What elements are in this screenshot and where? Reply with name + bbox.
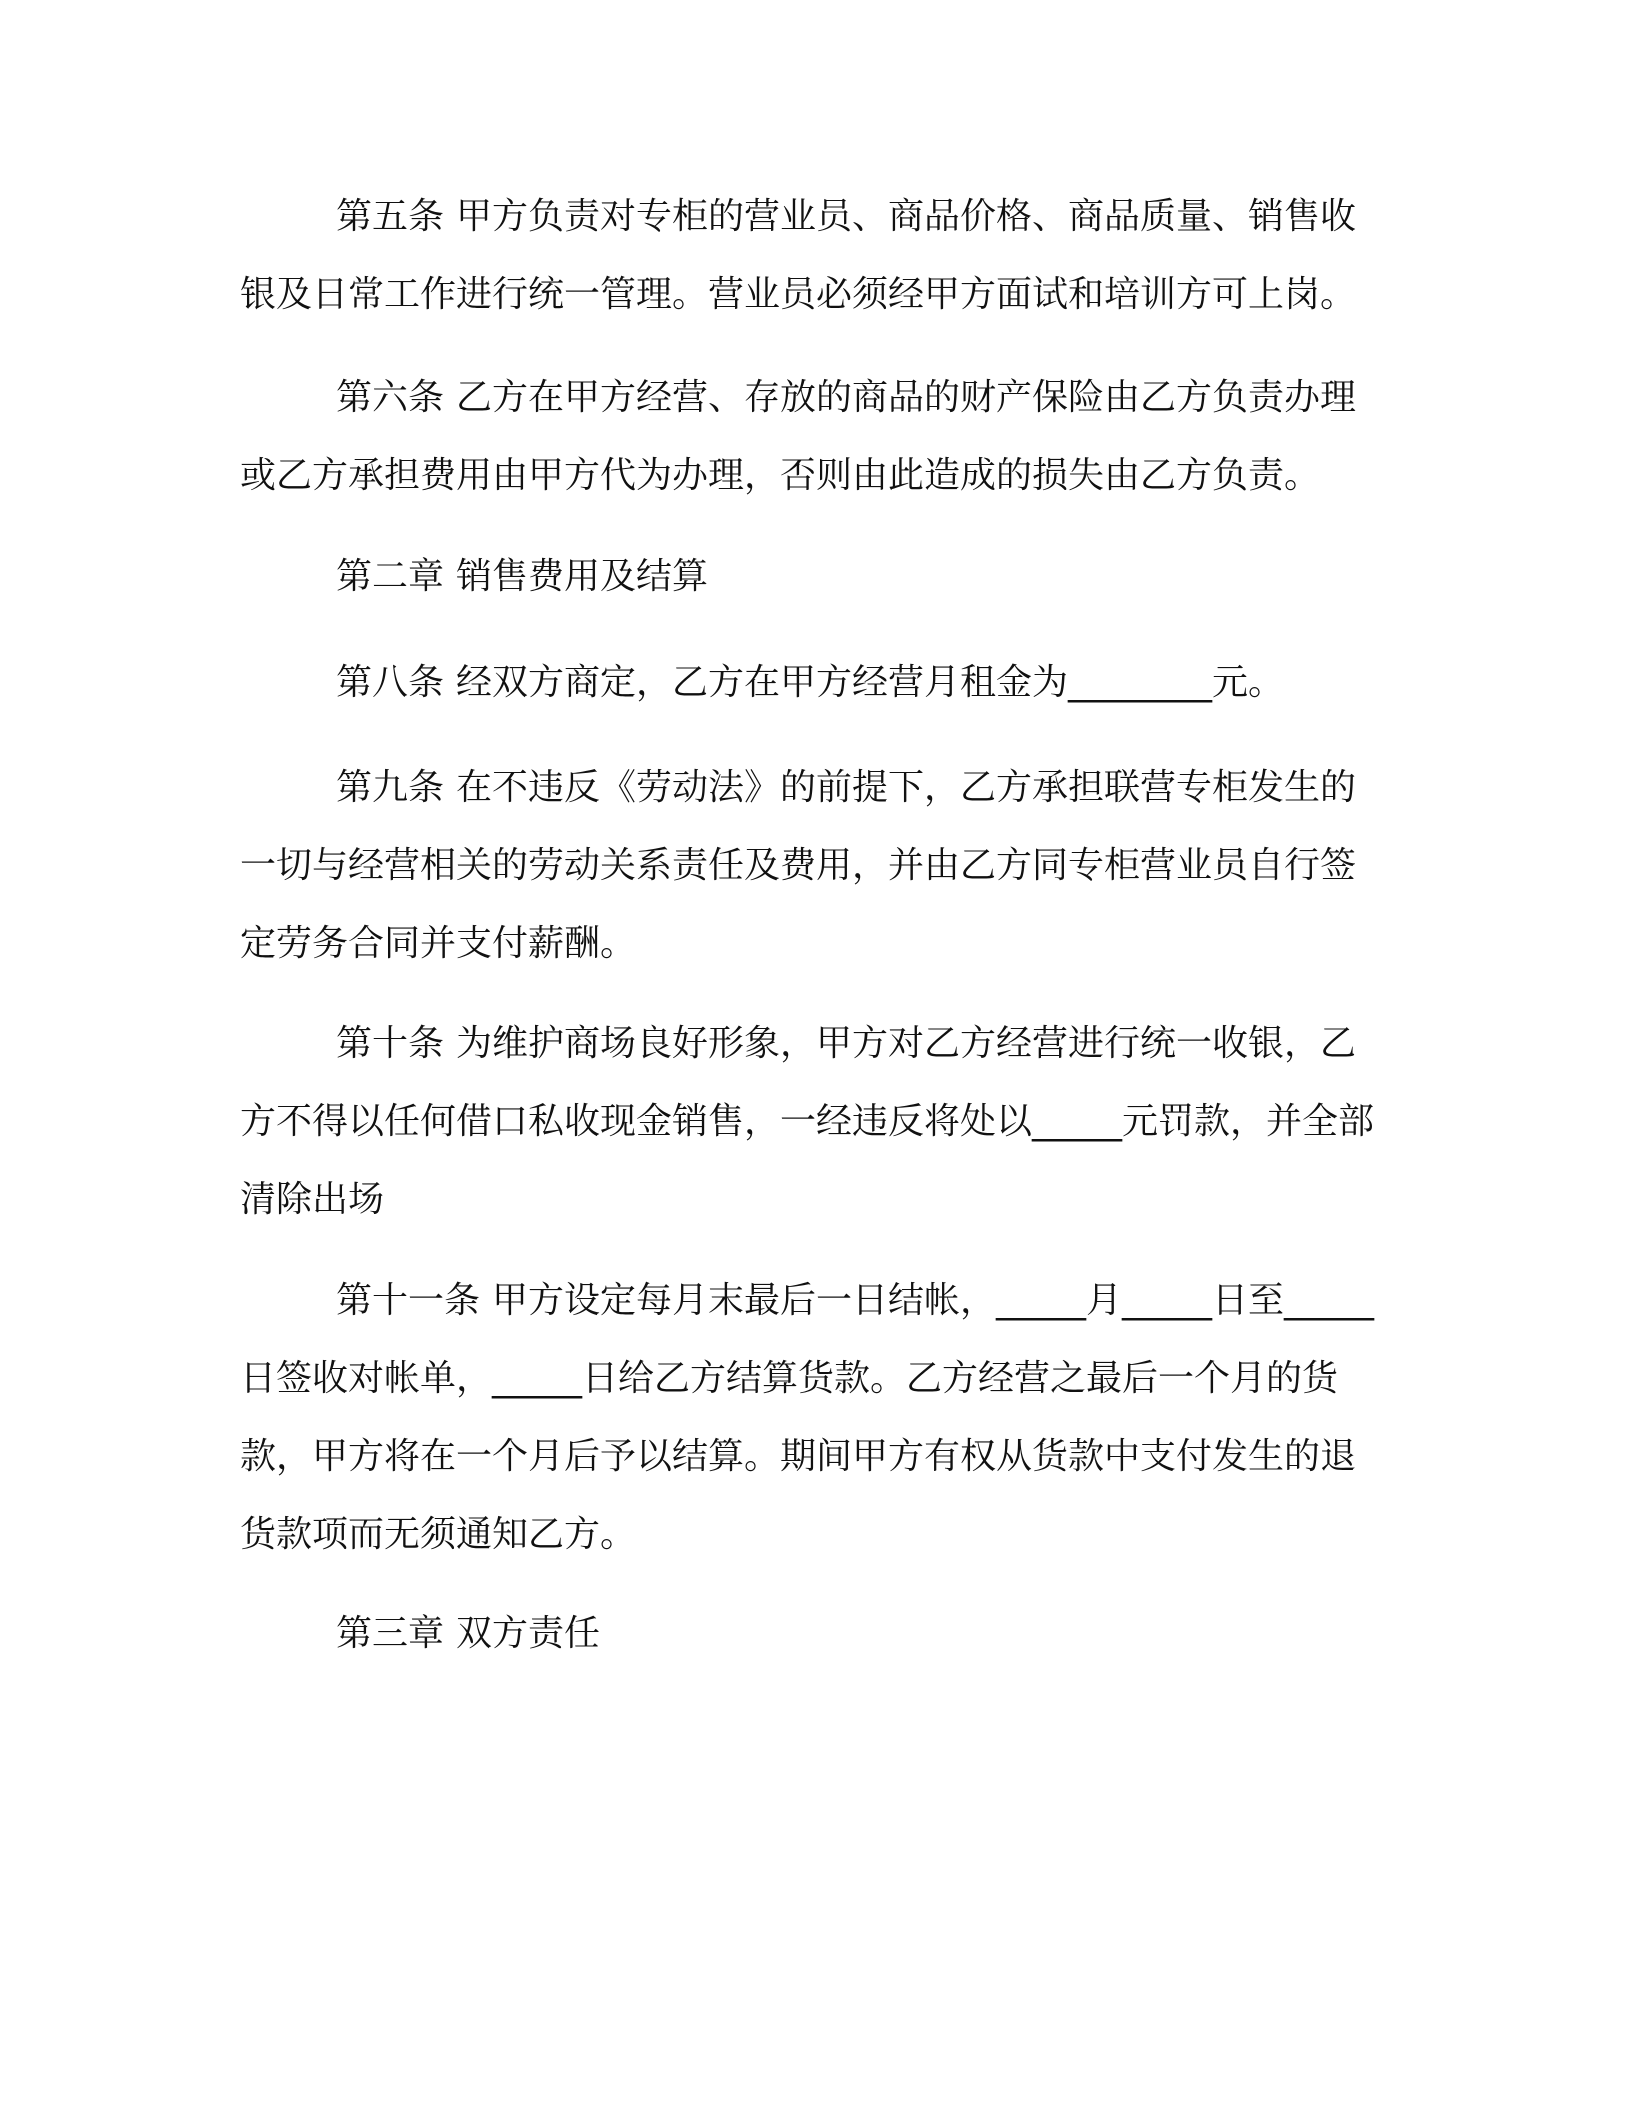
article-5-paragraph: [240, 178, 1390, 334]
chapter-title: 销售费用及结算: [456, 556, 709, 597]
article-8-paragraph: [240, 644, 1390, 722]
article-text: 在不违反《劳动法》的前提下，乙方承担联营专柜发生的一切与经营相关的劳动关系责任及费用，并由乙方同专柜营业员自行签定劳务合同并支付薪酬。: [240, 767, 1357, 964]
article-6-paragraph: [240, 359, 1390, 515]
article-11-paragraph: [240, 1262, 1390, 1574]
article-number: 第六条: [336, 377, 445, 418]
chapter-number: 第三章: [336, 1613, 445, 1654]
article-number: 第八条: [336, 662, 445, 703]
article-text: 经双方商定，乙方在甲方经营月租金为________元。: [456, 662, 1285, 703]
article-number: 第九条: [336, 767, 445, 808]
article-9-paragraph: [240, 749, 1390, 983]
chapter-2-heading: [240, 538, 1390, 616]
article-text: 甲方设定每月末最后一日结帐，_____月_____日至_____日签收对帐单，_____日给乙方结算货款。乙方经营之最后一个月的货款，甲方将在一个月后予以结算。期间甲方有权从货款中支付发生的退货款项而无须通知乙方。: [240, 1280, 1375, 1555]
article-text: 乙方在甲方经营、存放的商品的财产保险由乙方负责办理或乙方承担费用由甲方代为办理，否则由此造成的损失由乙方负责。: [240, 377, 1357, 496]
article-number: 第五条: [336, 196, 445, 237]
article-number: 第十条: [336, 1023, 445, 1064]
article-number: 第十一条: [336, 1280, 481, 1321]
article-text: 为维护商场良好形象，甲方对乙方经营进行统一收银，乙方不得以任何借口私收现金销售，一经违反将处以_____元罚款，并全部清除出场: [240, 1023, 1375, 1220]
article-10-paragraph: [240, 1005, 1390, 1239]
chapter-3-heading: [240, 1595, 1390, 1673]
article-text: 甲方负责对专柜的营业员、商品价格、商品质量、销售收银及日常工作进行统一管理。营业员必须经甲方面试和培训方可上岗。: [240, 196, 1357, 315]
chapter-number: 第二章: [336, 556, 445, 597]
chapter-title: 双方责任: [456, 1613, 601, 1654]
